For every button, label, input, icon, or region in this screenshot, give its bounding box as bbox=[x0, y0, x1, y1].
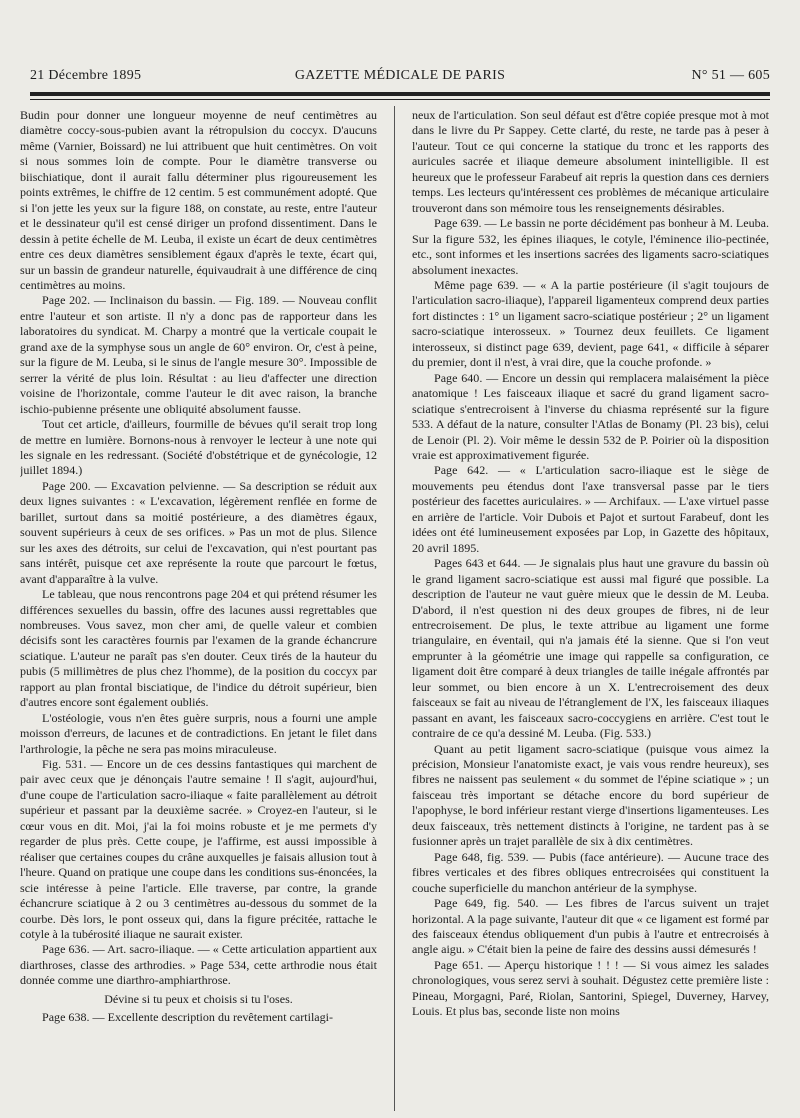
paragraph: Même page 639. — « A la partie postérieure (il s'agit toujours de l'articulation sacro-iliaque), l'appareil ligamenteux comprend deux parties fort distinctes : 1° un ligament sacro-sciatique postérieur ; 2° un ligament sacro-sciatique interosseux. » Tournez deux feuillets. Ce ligament interosseux, si distinct page 639, devient, page 641, « difficile à séparer du premier, dont il n'est, à vrai dire, que la couche profonde. » bbox=[412, 277, 769, 370]
paragraph: Page 648, fig. 539. — Pubis (face antérieure). — Aucune trace des fibres verticales et des fibres obliques entrecroisées qui constituent la couche superficielle du manchon antérieur de la symphyse. bbox=[412, 849, 769, 895]
column-divider bbox=[394, 106, 395, 1111]
issue-page-number: N° 51 — 605 bbox=[691, 68, 770, 83]
paragraph: Dévine si tu peux et choisis si tu l'oses. bbox=[104, 991, 293, 1006]
paragraph: Le tableau, que nous rencontrons page 204 et qui prétend résumer les différences sexuelles du bassin, offre des lacunes aussi regrettables que nombreuses. Vous savez, mon cher ami, de quelle valeur et combien décisifs sont les caractères fournis par l'examen de la grande échancrure sciatique. L'auteur ne paraît pas s'en douter. Ceux tirés de la hauteur du pubis (5 millimètres de plus chez l'homme), de la position du coccyx par rapport au plan frontal bisciatique, de l'indice du détroit supérieur, bien d'autres encore sont également oubliés. bbox=[20, 587, 377, 710]
paragraph: Page 651. — Aperçu historique ! ! ! — Si vous aimez les salades chronologiques, vous serez servi à souhait. Dégustez cette première liste : Pineau, Morgagni, Paré, Riolan, Santorini, Spiegel, Duverney, Harvey, Louis. Et plus bas, seconde liste non moins bbox=[412, 957, 769, 1019]
paragraph: Page 639. — Le bassin ne porte décidément pas bonheur à M. Leuba. Sur la figure 532, les épines iliaques, le cotyle, l'éminence ilio-pectinée, etc., sont informes et les insertions sacrées des ligaments sacro-sciatiques absolument inexactes. bbox=[412, 216, 769, 277]
paragraph: Tout cet article, d'ailleurs, fourmille de bévues qu'il serait trop long de mettre en lumière. Bornons-nous à renvoyer le lecteur à une note qui les signale en les redressant. (Société d'obstétrique et de gynécologie, 12 juillet 1894.) bbox=[20, 417, 377, 478]
paragraph: Page 636. — Art. sacro-iliaque. — « Cette articulation appartient aux diarthroses, classe des arthrodies. » Page 534, cette arthrodie nous était donnée comme une diarthro-amphiarthrose. bbox=[20, 942, 377, 988]
header-rule-thick bbox=[30, 92, 770, 96]
journal-title: GAZETTE MÉDICALE DE PARIS bbox=[294, 68, 506, 83]
paragraph: Page 638. — Excellente description du revêtement cartilagi- bbox=[42, 1010, 334, 1025]
paragraph: Page 200. — Excavation pelvienne. — Sa description se réduit aux deux lignes suivantes : « L'excavation, légèrement renflée en forme de barillet, surtout dans sa moitié postérieure, a des diamètres égaux, souvent supérieurs à ceux de ses orifices. » Pas un mot de plus. Silence sur les axes des détroits, sur celui de l'excavation, qui n'est pourtant pas sans intérêt, puisque cet axe représente la route que parcourt le fœtus, avant d'apparaître à la vulve. bbox=[20, 478, 377, 586]
right-column bbox=[412, 108, 769, 1108]
left-column bbox=[20, 108, 377, 1108]
paragraph: Page 202. — Inclinaison du bassin. — Fig. 189. — Nouveau conflit entre l'auteur et son artiste. Il n'y a donc pas de rapporteur dans les laboratoires du syndicat. M. Charpy a montré que la verticale coupait le grand axe de la symphyse sous un angle de 60° environ. Or, c'est à peine, sur la figure de M. Leuba, si le sinus de l'angle mesure 30°. Impossible de serrer la vérité de plus loin. Résultat : au lieu d'affecter une direction voisine de l'horizontale, comme l'auteur le dit avec raison, la branche ischio-pubienne présente une obliquité absolument fausse. bbox=[20, 293, 377, 416]
paragraph: Budin pour donner une longueur moyenne de neuf centimètres au diamètre coccy-sous-pubien avant la rétropulsion du coccyx. D'aucuns même (Varnier, Boissard) ne lui attribuent que huit centimètres. On voit si nous sommes loin de compte. Pour le diamètre transverse ou biischiatique, dont il aurait fallu déterminer plus rigoureusement les points extrêmes, le chiffre de 12 centim. 5 est communément adopté. Que si l'on jette les yeux sur la figure 188, on constate, au reste, entre l'auteur et le dessinateur qu'il est censé diriger un profond dissentiment. Dans le dessin à petite échelle de M. Leuba, il existe un écart de deux centimètres entre ces deux diamètres sensiblement égaux d'après le texte, écart qui, sur un bassin de grandeur naturelle, équivaudrait à une différence de cinq centimètres au moins. bbox=[20, 108, 377, 292]
paragraph: Page 649, fig. 540. — Les fibres de l'arcus suivent un trajet horizontal. A la page suivante, l'auteur dit que « ce ligament est formé par des faisceaux étendus obliquement d'un pubis à l'autre et entrecroisés à angle aigu. » C'était bien la peine de faire des dessins aussi démesurés ! bbox=[412, 896, 769, 957]
issue-date: 21 Décembre 1895 bbox=[30, 68, 142, 83]
paragraph: L'ostéologie, vous n'en êtes guère surpris, nous a fourni une ample moisson d'erreurs, de lacunes et de contradictions. En jetant le filet dans l'arthrologie, la pêche ne sera pas moins miraculeuse. bbox=[20, 710, 377, 756]
paragraph: Page 640. — Encore un dessin qui remplacera malaisément la pièce anatomique ! Les faisceaux iliaque et sacré du grand ligament sacro-sciatique s'entrecroisent à l'inverse du chiasma représenté sur la figure 533. A défaut de la nature, consulter l'Atlas de Bonamy (Pl. 23 bis), celui de Lenoir (Pl. 2). Voir même le dessin 532 de P. Poirier où la disposition vraie est approximativement figurée. bbox=[412, 370, 769, 462]
paragraph: Page 642. — « L'articulation sacro-iliaque est le siège de mouvements peu étendus dont l'axe transversal passe par le tiers postérieur des facettes auriculaires. » — Archifaux. — L'axe virtuel passe en arrière de l'article. Voir Dubois et Pajot et surtout Farabeuf, dont les idées ont été lumineusement exposées par Lop, in Gazette des hôpitaux, 20 avril 1895. bbox=[412, 463, 769, 555]
paragraph: Pages 643 et 644. — Je signalais plus haut une gravure du bassin où le grand ligament sacro-sciatique est aussi mal figuré que possible. La description de l'auteur ne vaut guère mieux que le dessin de M. Leuba. D'abord, il n'est question ni des deux groupes de fibres, ni de leur entrecroisement. De plus, le texte attribue au ligament une forme triangulaire, en éventail, qui n'a jamais été la sienne. Que si l'on veut emprunter à la géométrie une image qui rappelle sa configuration, ce ligament doit être comparé à deux triangles de taille inégale affrontés par leur sommet, ou bien encore à un X. L'entrecroisement des deux faisceaux se fait au niveau de l'étranglement de l'X, les faisceaux iliaques passant en avant, les faisceaux sacro-coccygiens en arrière. C'est tout le contraire de ce qu'a dessiné M. Leuba. (Fig. 533.) bbox=[412, 556, 769, 741]
paragraph: neux de l'articulation. Son seul défaut est d'être copiée presque mot à mot dans le livre du Pr Sappey. Cette clarté, du reste, ne tarde pas à peser à l'auteur. Tout ce qui concerne la statique du tronc et les rapports des auricules sacrée et iliaque demeure absolument inintelligible. Il est heureux que le professeur Farabeuf ait repris la question dans ces derniers temps. Les lecteurs qu'intéressent ces problèmes de mécanique articulaire trouveront dans son mémoire tous les renseignements désirables. bbox=[412, 108, 769, 215]
paragraph: Fig. 531. — Encore un de ces dessins fantastiques qui marchent de pair avec ceux que je dénonçais l'autre semaine ! Il s'agit, aujourd'hui, d'une coupe de l'articulation sacro-iliaque « faite parallèlement au détroit supérieur et passant par la deuxième sacrée. » Croyez-en l'auteur, si le cœur vous en dit. Moi, j'ai la foi moins robuste et je me permets d'y regarder de plus près. Cette coupe, je l'affirme, est aussi impossible à réaliser que certaines coupes du crâne auxquelles je faisais allusion tout à l'heure. Quand on pratique une coupe dans les conditions sus-énoncées, la scie intéresse à peine l'article. Elle traverse, par contre, la grande échancrure sciatique à 2 ou 3 centimètres au-dessous du sommet de la courbe. Dès lors, le pont osseux qui, dans la figure précitée, rattache le cotyle à la tubérosité iliaque ne saurait exister. bbox=[20, 757, 377, 942]
header-rule-thin bbox=[30, 99, 770, 100]
page-header bbox=[30, 68, 770, 88]
paragraph: Quant au petit ligament sacro-sciatique (puisque vous aimez la précision, Monsieur l'anatomiste exact, je vais vous rendre heureux), ses fibres ne naissent pas seulement « du sommet de l'épine sciatique » ; un faisceau très important se détache encore du bord supérieur de l'apophyse, le bord inférieur restant vierge d'insertions ligamenteuses. Les deux faisceaux, très nettement distincts à l'origine, ne tardent pas à se fusionner après un trajet parallèle de six à dix centimètres. bbox=[412, 741, 769, 849]
